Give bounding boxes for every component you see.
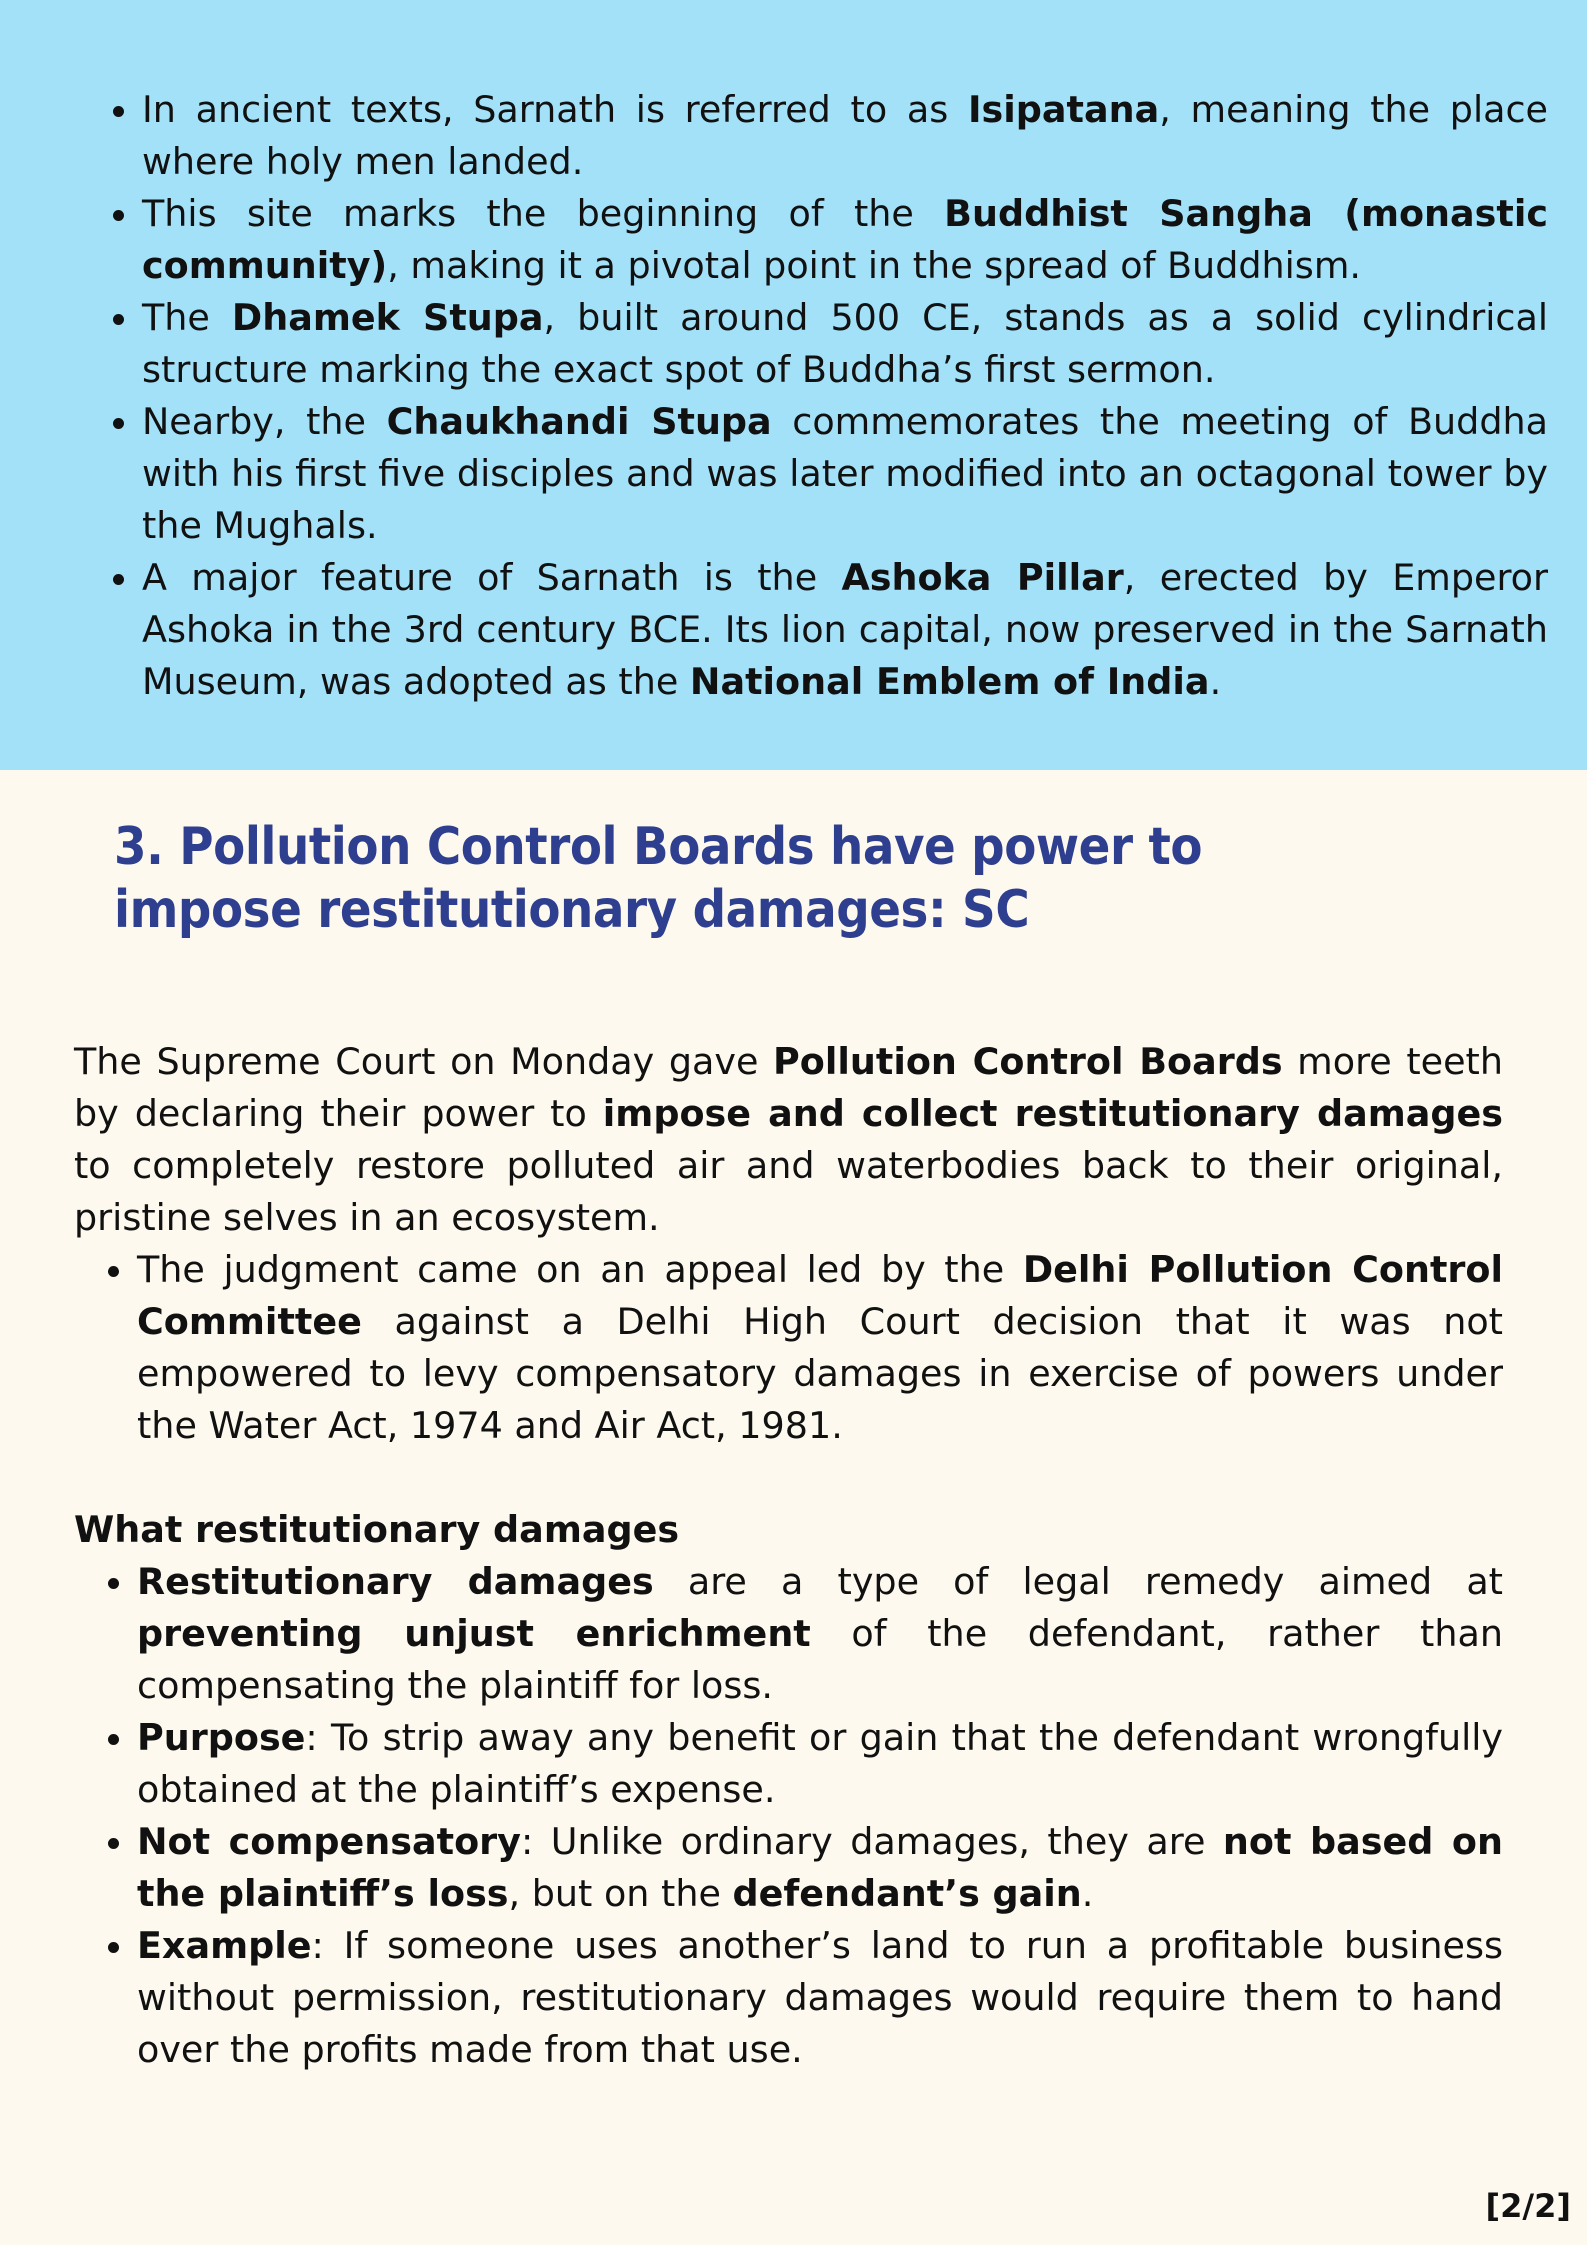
text-run: of the defendant, rather than compensating the plaintiff for loss.: [137, 1612, 1503, 1707]
text-run: In ancient texts, Sarnath is referred to as: [142, 88, 968, 131]
bold-text: impose and collect restitutionary damages: [602, 1092, 1503, 1135]
text-run: The Supreme Court on Monday gave: [74, 1040, 774, 1083]
bold-text: Buddhist Sangha (monastic community): [142, 192, 1548, 287]
bold-text: not based on the plaintiff’s loss: [137, 1820, 1503, 1915]
bold-text: Dhamek Stupa: [231, 296, 544, 339]
bold-text: preventing unjust enrichment: [137, 1612, 811, 1655]
restitutionary-bullet-list: [74, 1556, 1503, 2076]
text-run: commemorates the meeting of Buddha with his first five disciples and was later modified into an octagonal tower by the Mughals.: [142, 400, 1548, 547]
list-item: [137, 1244, 1503, 1452]
list-item: [142, 396, 1548, 552]
bold-text: Delhi Pollution Control Committee: [137, 1248, 1504, 1343]
bold-text: Purpose: [137, 1716, 306, 1759]
subheading: What restitutionary damages: [74, 1508, 680, 1551]
text-run: This site marks the beginning of the: [142, 192, 945, 235]
text-run: against a Delhi High Court decision that it was not empowered to levy compensatory damages in exercise of powers under the Water Act, 1974 and Air Act, 1981.: [137, 1300, 1503, 1447]
section-heading: 3. Pollution Control Boards have power to impose restitutionary damages: SC: [114, 817, 1203, 940]
text-run: .: [1209, 660, 1222, 703]
text-run: more teeth by declaring their power to: [74, 1040, 1503, 1135]
intro-bullet-list: [74, 1244, 1503, 1452]
bold-text: Pollution Control Boards: [773, 1040, 1283, 1083]
text-run: The judgment came on an appeal led by the: [137, 1248, 1023, 1291]
bold-text: Ashoka Pillar: [841, 556, 1124, 599]
bold-text: Chaukhandi Stupa: [386, 400, 772, 443]
text-run: Nearby, the: [142, 400, 387, 443]
list-item: [142, 188, 1548, 292]
section-body: [74, 1036, 1503, 2076]
text-run: , making it a pivotal point in the spread of Buddhism.: [387, 244, 1361, 287]
list-item: [137, 1712, 1503, 1816]
text-run: are a type of legal remedy aimed at: [653, 1560, 1503, 1603]
text-run: , erected by Emperor Ashoka in the 3rd century BCE. Its lion capital, now preserved in the Sarnath Museum, was adopted as the: [142, 556, 1549, 703]
list-item: [137, 1920, 1503, 2076]
list-item: [142, 292, 1548, 396]
sarnath-bullet-list: [102, 84, 1548, 708]
text-run: : Unlike ordinary damages, they are: [520, 1820, 1223, 1863]
text-run: A major feature of Sarnath is the: [142, 556, 842, 599]
bold-text: Not compensatory: [137, 1820, 521, 1863]
text-run: to completely restore polluted air and waterbodies back to their original, pristine selves in an ecosystem.: [74, 1144, 1503, 1239]
text-run: : To strip away any benefit or gain that the defendant wrongfully obtained at the plaintiff’s expense.: [137, 1716, 1503, 1811]
pollution-section: [0, 770, 1587, 2245]
bold-text: Isipatana: [967, 88, 1160, 131]
text-run: The: [142, 296, 232, 339]
bold-text: defendant’s gain: [732, 1872, 1082, 1915]
list-item: [142, 84, 1548, 188]
page-number: [2/2]: [1485, 2187, 1571, 2225]
text-run: , built around 500 CE, stands as a solid cylindrical structure marking the exact spot of Buddha’s first sermon.: [142, 296, 1548, 391]
bold-text: Example: [137, 1924, 312, 1967]
text-run: .: [1081, 1872, 1094, 1915]
sarnath-section: [0, 0, 1587, 770]
list-item: [137, 1556, 1503, 1712]
text-run: , but on the: [508, 1872, 733, 1915]
bold-text: National Emblem of India: [689, 660, 1210, 703]
text-run: , meaning the place where holy men landed.: [142, 88, 1549, 183]
list-item: [137, 1816, 1503, 1920]
list-item: [142, 552, 1548, 708]
text-run: : If someone uses another’s land to run a profitable business without permission, restitutionary damages would require them to hand over the profits made from that use.: [137, 1924, 1503, 2071]
bold-text: Restitutionary damages: [137, 1560, 654, 1603]
intro-paragraph: [74, 1036, 1503, 1244]
